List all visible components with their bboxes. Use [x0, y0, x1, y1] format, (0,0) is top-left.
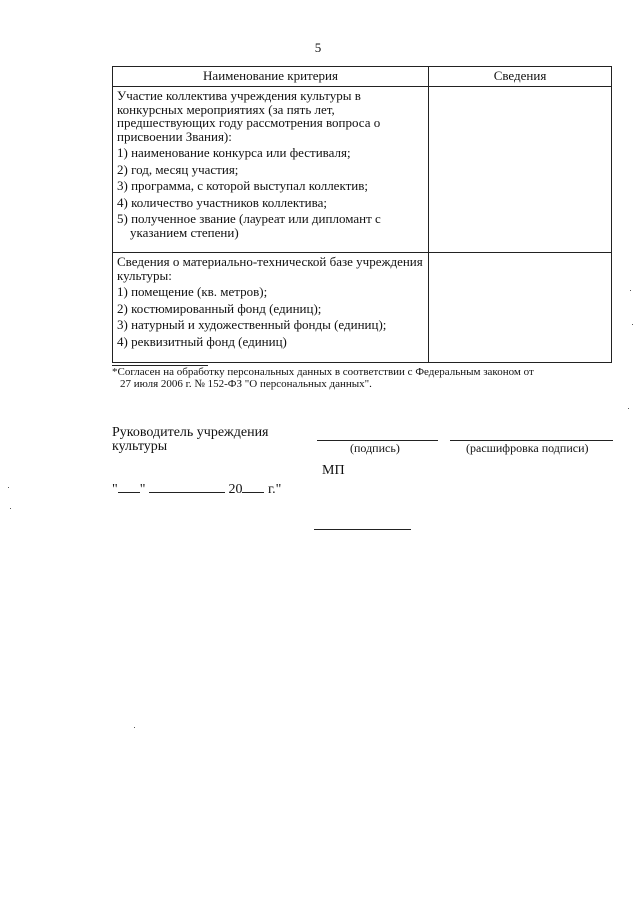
criterion-item: 4) количество участников коллектива; [117, 194, 327, 210]
table-header-row [113, 67, 612, 87]
criterion-item: 2) год, месяц участия; [117, 161, 239, 177]
criterion-cell [113, 87, 429, 253]
scan-speck [134, 727, 135, 728]
criterion-cell [113, 253, 429, 363]
date-open-quote: " [112, 482, 118, 497]
footnote [112, 366, 616, 390]
date-month-blank[interactable] [149, 480, 225, 493]
scan-speck [10, 508, 11, 509]
header-criterion-name: Наименование критерия [113, 67, 429, 87]
date-year-prefix: 20 [228, 482, 243, 497]
date-line [112, 480, 281, 498]
scan-speck [8, 487, 9, 488]
scan-speck [630, 290, 631, 291]
footnote-line-2: 27 июля 2006 г. № 152-ФЗ "О персональных данных". [120, 378, 372, 390]
manager-label [112, 426, 269, 454]
header-info: Сведения [429, 67, 612, 87]
manager-label-line-1: Руководитель учреждения [112, 425, 269, 440]
criterion-item: 2) костюмированный фонд (единиц); [117, 300, 322, 316]
scan-speck [628, 408, 629, 409]
table-row [113, 253, 612, 363]
criterion-item: 4) реквизитный фонд (единиц) [117, 333, 287, 349]
date-year-suffix: г." [264, 482, 282, 497]
signature-decoding-caption: (расшифровка подписи) [466, 441, 589, 455]
criterion-item: 3) программа, с которой выступал коллектив; [117, 178, 368, 193]
info-cell[interactable] [429, 87, 612, 253]
criterion-item: 3) натурный и художественный фонды (единиц); [117, 317, 387, 332]
criterion-item: 1) помещение (кв. метров); [117, 284, 268, 299]
date-day-blank[interactable] [118, 480, 140, 493]
table-row [113, 87, 612, 253]
criterion-title: Участие коллектива учреждения культуры в конкурсных мероприятиях (за пять лет, предшествующих году рассмотрения вопроса о присвоении Звания): [117, 88, 381, 144]
criterion-item: 1) наименование конкурса или фестиваля; [117, 145, 351, 160]
stamp-mark: МП [322, 463, 345, 478]
signature-caption: (подпись) [350, 441, 400, 455]
criterion-title: Сведения о материально-технической базе учреждения культуры: [117, 254, 423, 283]
footnote-line-1: *Согласен на обработку персональных данных в соответствии с Федеральным законом от [112, 366, 534, 378]
scan-speck [632, 324, 633, 325]
criterion-item: 5) полученное звание (лауреат или дипломант с указанием степени) [117, 211, 381, 240]
extra-blank-line [314, 529, 411, 530]
criteria-table [112, 66, 612, 363]
date-year-blank[interactable] [242, 480, 264, 493]
date-close-quote: " [139, 482, 146, 497]
info-cell[interactable] [429, 253, 612, 363]
manager-label-line-2: культуры [112, 439, 168, 454]
page-number: 5 [314, 40, 322, 55]
